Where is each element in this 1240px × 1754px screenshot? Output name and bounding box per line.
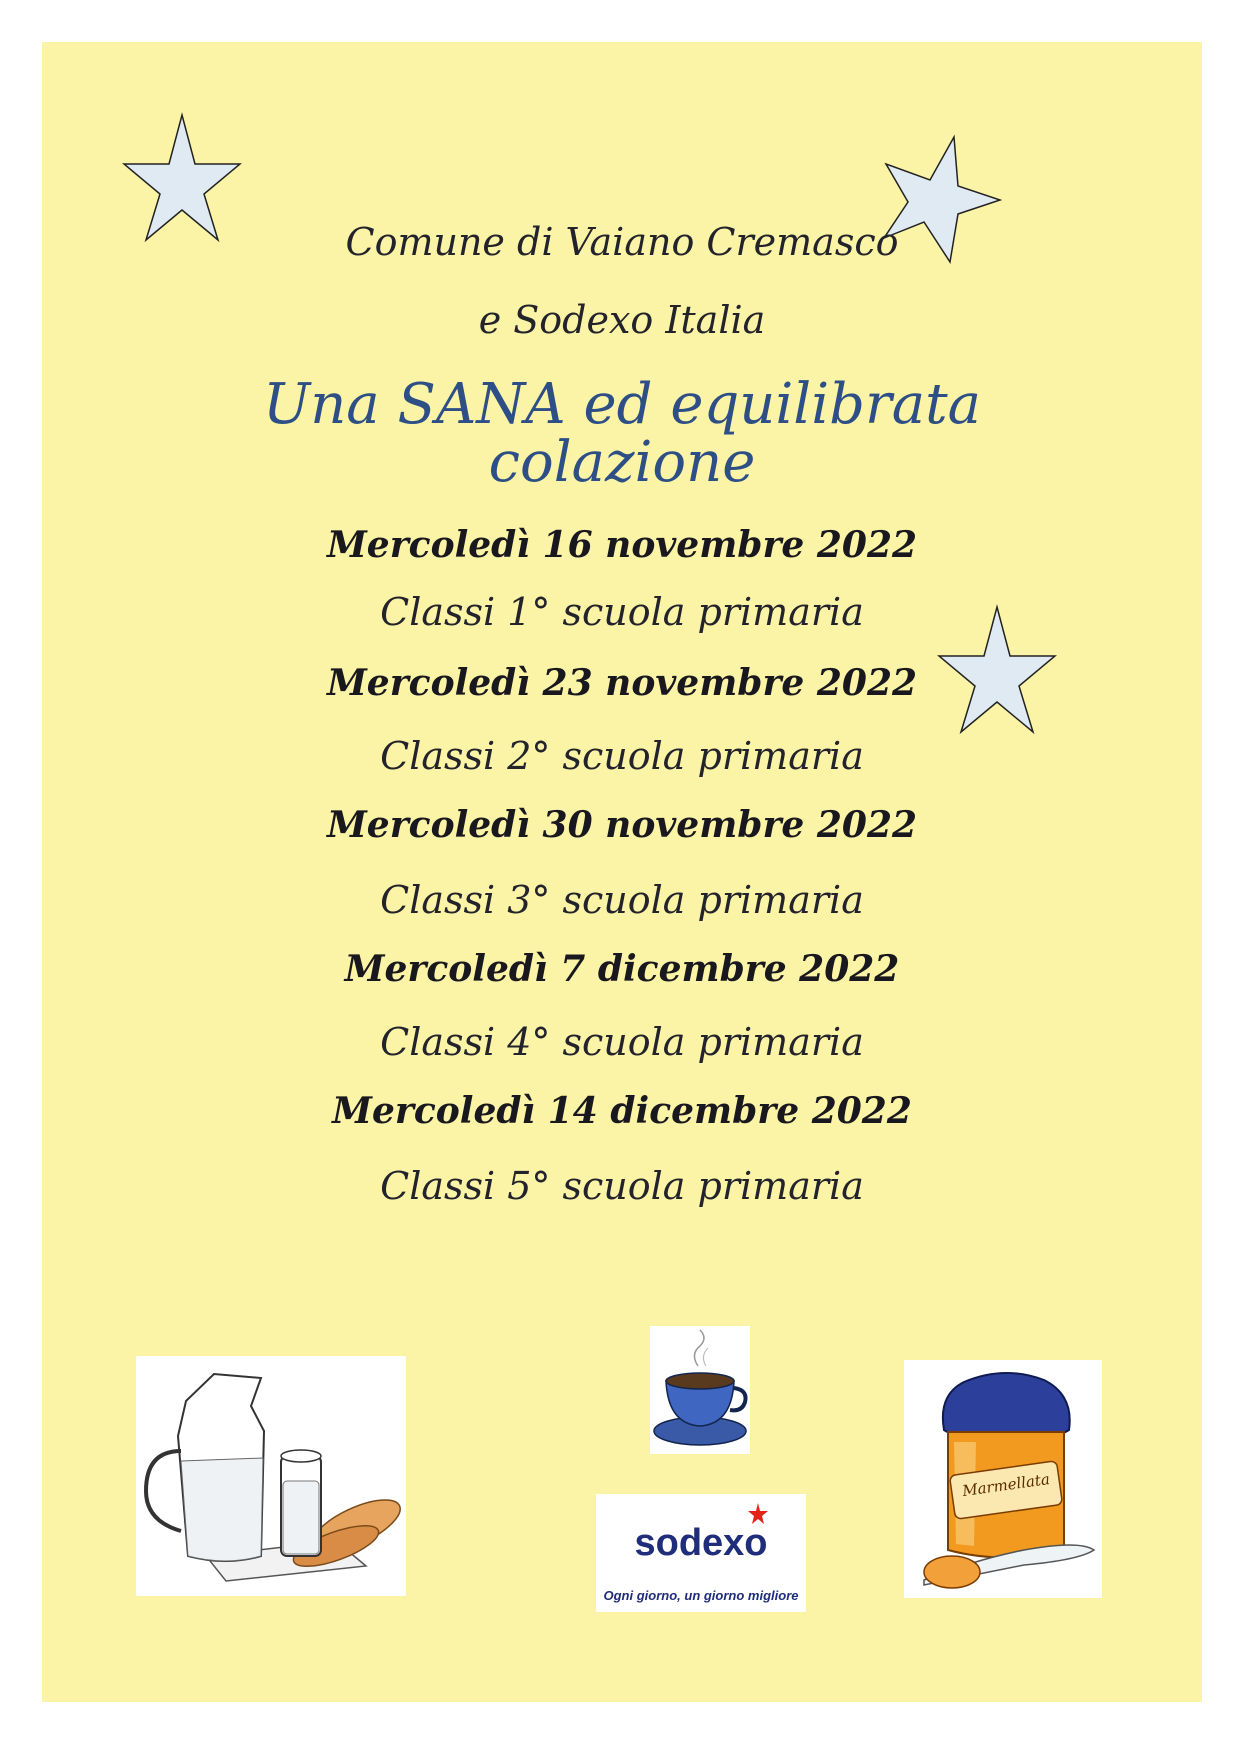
title-part-1: Una [263, 372, 380, 437]
schedule-date: Mercoledì 23 novembre 2022 [326, 662, 918, 704]
schedule-classes: Classi 4° scuola primaria [380, 1020, 864, 1064]
schedule-date: Mercoledì 14 dicembre 2022 [332, 1090, 912, 1132]
milk-jug-illustration [136, 1356, 406, 1596]
title-part-2: ed equilibrata [583, 372, 981, 437]
jam-jar-illustration [904, 1360, 1102, 1598]
logo-tagline: Ogni giorno, un giorno migliore [603, 1588, 799, 1603]
schedule-classes: Classi 2° scuola primaria [380, 734, 864, 778]
page-title-line-2: colazione [488, 430, 756, 495]
schedule-classes: Classi 5° scuola primaria [380, 1164, 864, 1208]
sodexo-logo [596, 1494, 806, 1612]
schedule-date: Mercoledì 16 novembre 2022 [326, 524, 918, 566]
schedule-classes: Classi 1° scuola primaria [380, 590, 864, 634]
logo-word: sodexo [634, 1522, 768, 1564]
schedule-classes: Classi 3° scuola primaria [380, 878, 864, 922]
municipality-line: Comune di Vaiano Cremasco [345, 220, 899, 264]
schedule-date: Mercoledì 7 dicembre 2022 [344, 948, 900, 990]
coffee-cup-icon [650, 1326, 750, 1454]
jar-label: Marmellata [961, 1469, 1051, 1501]
milk-jug-icon [136, 1356, 406, 1596]
schedule-date: Mercoledì 30 novembre 2022 [326, 804, 918, 846]
poster-background [42, 42, 1202, 1702]
partner-line: e Sodexo Italia [478, 298, 766, 342]
coffee-cup-illustration [650, 1326, 750, 1454]
title-sana: SANA [397, 372, 566, 437]
page-title [42, 372, 1202, 437]
